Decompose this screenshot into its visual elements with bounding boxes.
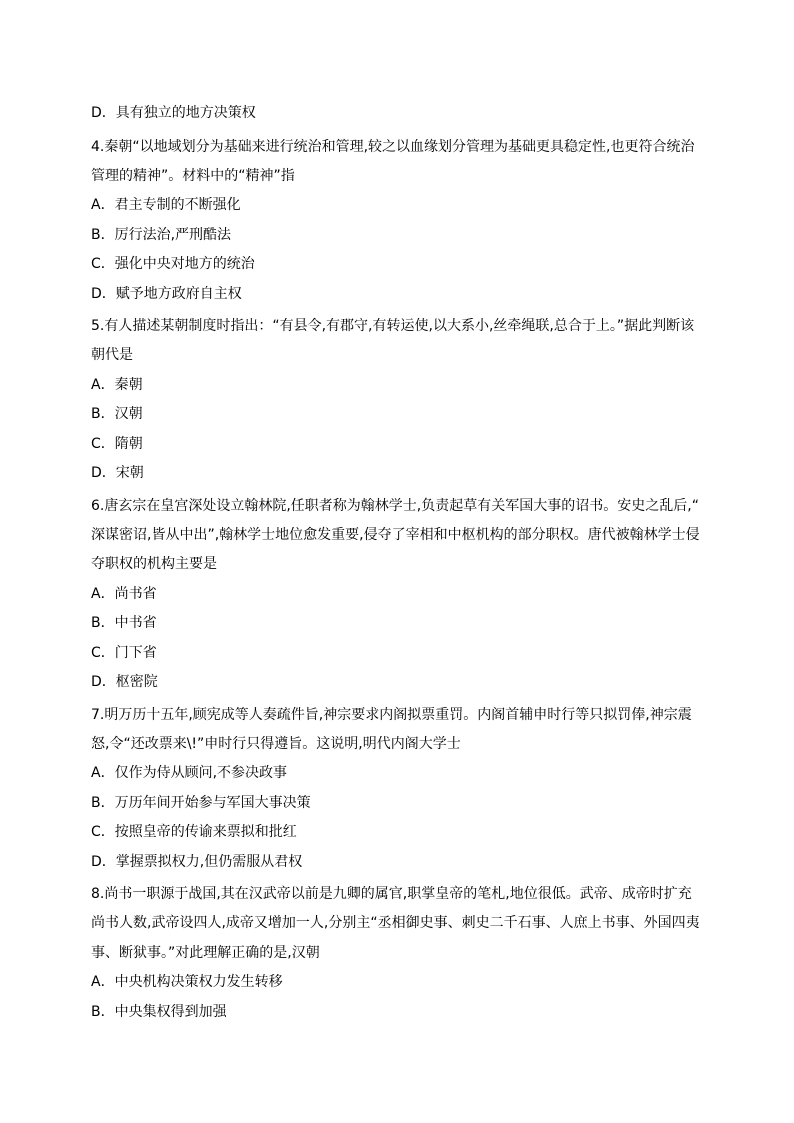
question-5-text-line-2: 朝代是 (91, 347, 133, 363)
question-7-text-line-1: 7.明万历十五年,顾宪成等人奏疏件旨,神宗要求内阁拟票重罚。内阁首辅申时行等只拟罚俸,神宗震 (91, 707, 692, 723)
option-a-q6: A．尚书省 (91, 586, 157, 602)
option-c-q4: C．强化中央对地方的统治 (91, 256, 255, 272)
option-b-q4: B．厉行法治,严刑酷法 (91, 227, 232, 243)
option-a-q8: A．中央机构决策权力发生转移 (91, 974, 283, 990)
question-6-text-line-1: 6.唐玄宗在皇宫深处设立翰林院,任职者称为翰林学士,负责起草有关军国大事的诏书。安史之乱后,“ (91, 498, 699, 514)
option-b-q5: B．汉朝 (91, 406, 143, 422)
option-c-q7: C．按照皇帝的传谕来票拟和批红 (91, 824, 297, 840)
option-c-q6: C．门下省 (91, 645, 157, 661)
option-b-q8: B．中央集权得到加强 (91, 1004, 227, 1020)
question-4-text-line-2: 管理的精神”。材料中的“精神”指 (91, 168, 295, 184)
option-a-q7: A．仅作为侍从顾问,不参决政事 (91, 765, 288, 781)
question-6-text-line-3: 夺职权的机构主要是 (91, 556, 217, 572)
question-8-text-line-3: 事、断狱事。”对此理解正确的是,汉朝 (91, 945, 320, 961)
option-a-q4: A．君主专制的不断强化 (91, 197, 241, 213)
option-d-q6: D．枢密院 (91, 674, 158, 690)
option-b-q7: B．万历年间开始参与军国大事决策 (91, 795, 311, 811)
option-a-q5: A．秦朝 (91, 377, 143, 393)
option-d-q4: D．赋予地方政府自主权 (91, 286, 242, 302)
option-b-q6: B．中书省 (91, 615, 157, 631)
option-d-q7: D．掌握票拟权力,但仍需服从君权 (91, 854, 303, 870)
question-8-text-line-1: 8.尚书一职源于战国,其在汉武帝以前是九卿的属官,职掌皇帝的笔札,地位很低。武帝、成帝时扩充 (91, 886, 692, 902)
question-5-text-line-1: 5.有人描述某朝制度时指出：“有县令,有郡守,有转运使,以大系小,丝牵绳联,总合于上。”据此判断该 (91, 318, 695, 334)
question-8-text-line-2: 尚书人数,武帝设四人,成帝又增加一人,分别主“丞相御史事、刺史二千石事、人庶上书事、外国四夷 (91, 915, 700, 931)
question-6-text-line-2: 深谋密诏,皆从中出”,翰林学士地位愈发重要,侵夺了宰相和中枢机构的部分职权。唐代被翰林学士侵 (91, 527, 700, 543)
option-d-q3: D．具有独立的地方决策权 (91, 105, 256, 121)
option-c-q5: C．隋朝 (91, 436, 143, 452)
question-7-text-line-2: 怒,令“还改票来\!”申时行只得遵旨。这说明,明代内阁大学士 (91, 736, 461, 752)
option-d-q5: D．宋朝 (91, 465, 144, 481)
question-4-text-line-1: 4.秦朝“以地域划分为基础来进行统治和管理,较之以血缘划分管理为基础更具稳定性,也更符合统治 (91, 139, 695, 155)
